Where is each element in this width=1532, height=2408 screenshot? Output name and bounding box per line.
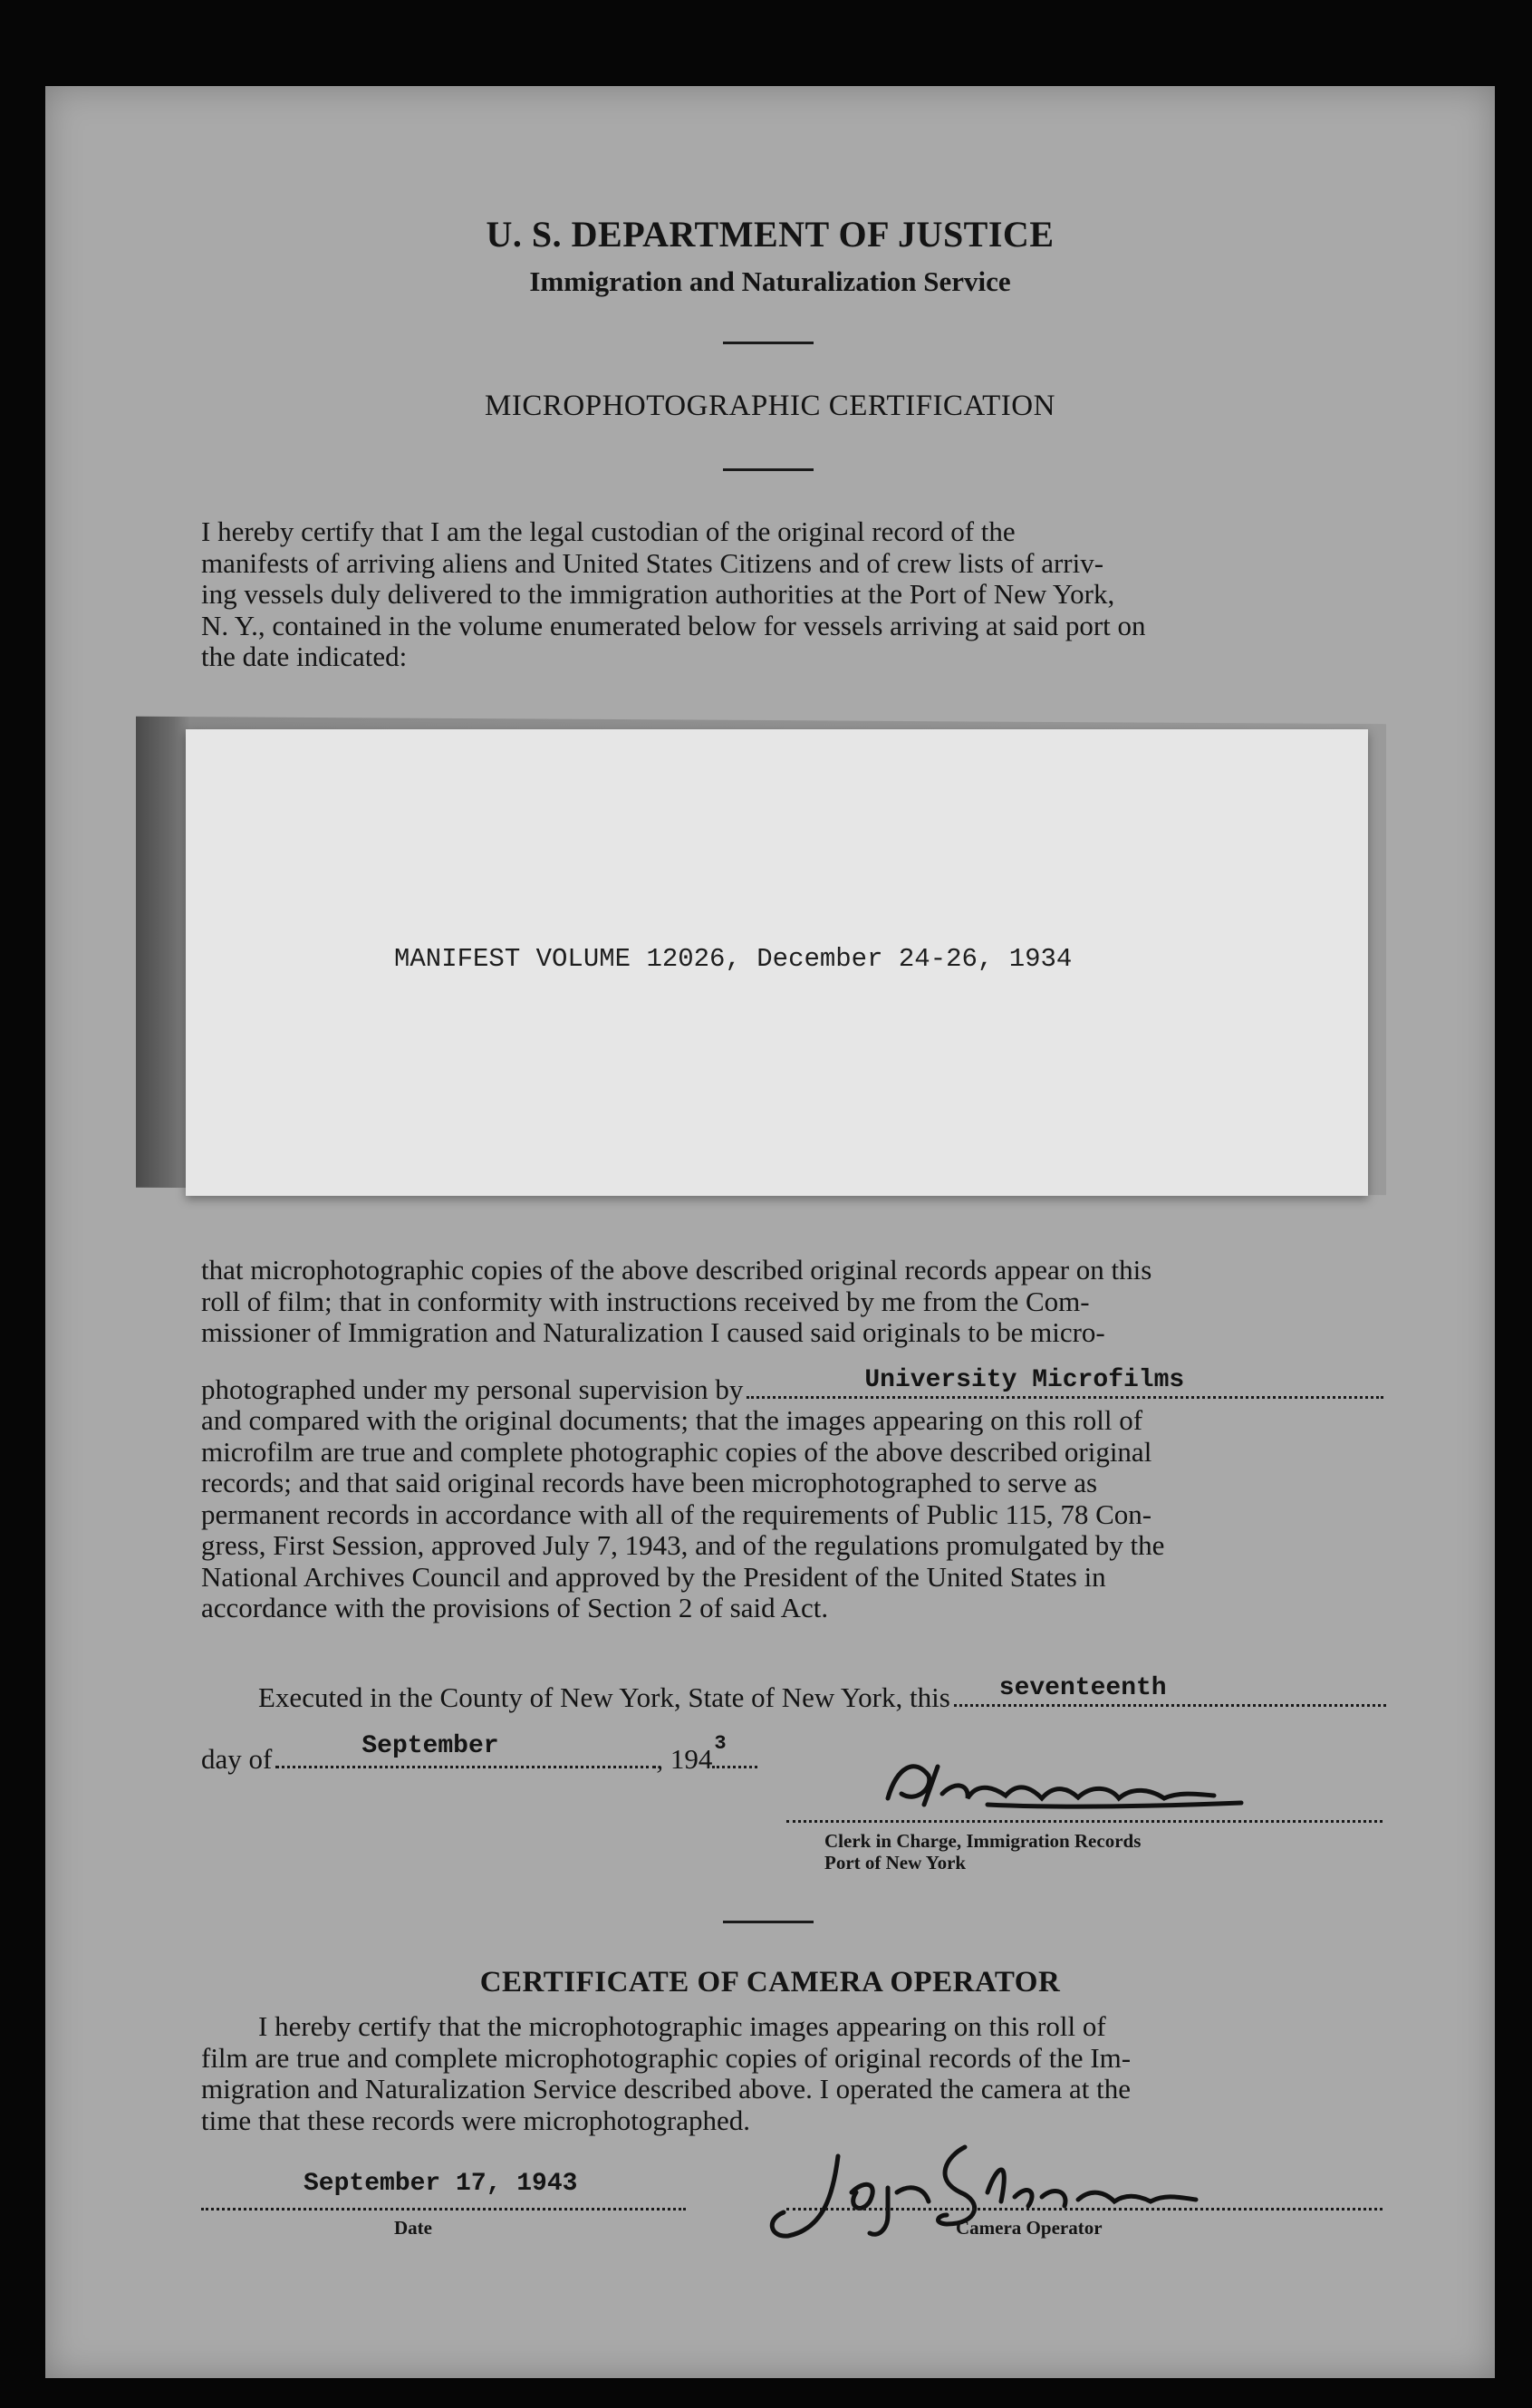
supervision-prefix: photographed under my personal supervision by (201, 1373, 744, 1405)
manifest-volume-text: MANIFEST VOLUME 12026, December 24-26, 1934 (394, 944, 1073, 974)
body-paragraph-a (201, 1255, 1383, 1349)
body-line: permanent records in accordance with all of the requirements of Public 115, 78 Con- (201, 1498, 1152, 1530)
certification-title: MICROPHOTOGRAPHIC CERTIFICATION (485, 390, 1055, 422)
body-line: missioner of Immigration and Naturalization I caused said originals to be micro- (201, 1316, 1105, 1348)
supervision-value: University Microfilms (864, 1366, 1185, 1394)
year-prefix: , 194 (656, 1743, 713, 1775)
date-label: Date (394, 2217, 432, 2239)
clerk-signature-line (786, 1818, 1383, 1823)
date-line (201, 2206, 686, 2211)
execution-line (258, 1674, 1386, 1714)
intro-paragraph (201, 516, 1383, 673)
body-line: accordance with the provisions of Section 2 of said Act. (201, 1592, 829, 1623)
certificate-sheet (45, 86, 1495, 2378)
operator-line (786, 2206, 1383, 2211)
day-of-label: day of (201, 1743, 273, 1775)
execution-day: seventeenth (998, 1674, 1167, 1702)
camera-line: I hereby certify that the microphotographic images appearing on this roll of (258, 2010, 1106, 2042)
body-line: and compared with the original documents; that the images appearing on this roll of (201, 1404, 1143, 1436)
intro-line: ing vessels duly delivered to the immigration authorities at the Port of New York, (201, 578, 1115, 610)
clerk-title-line: Port of New York (824, 1852, 967, 1873)
camera-line: migration and Naturalization Service described above. I operated the camera at the (201, 2073, 1131, 2105)
clerk-signature (861, 1748, 1314, 1821)
month-fill-line (275, 1732, 656, 1768)
body-paragraph-b (201, 1405, 1383, 1624)
body-line: gress, First Session, approved July 7, 1943, and of the regulations promulgated by the (201, 1529, 1165, 1561)
clerk-title-line: Clerk in Charge, Immigration Records (824, 1830, 1142, 1852)
body-line: records; and that said original records have been microphotographed to serve as (201, 1467, 1098, 1498)
intro-line: N. Y., contained in the volume enumerated below for vessels arriving at said port on (201, 609, 1146, 641)
intro-line: I hereby certify that I am the legal custodian of the original record of the (201, 515, 1016, 547)
body-line: National Archives Council and approved by the President of the United States in (201, 1560, 1106, 1593)
year-digit: 3 (714, 1732, 727, 1755)
camera-paragraph (201, 2011, 1383, 2136)
clerk-title (824, 1830, 1141, 1873)
supervision-fill-line (747, 1366, 1383, 1399)
camera-date-value: September 17, 1943 (304, 2170, 578, 2198)
service-subheading: Immigration and Naturalization Service (529, 265, 1011, 297)
camera-line: film are true and complete microphotographic copies of original records of the Im- (201, 2041, 1132, 2074)
body-line: that microphotographic copies of the above described original records appear on this (201, 1254, 1152, 1286)
year-fill-line (712, 1732, 757, 1768)
day-of-line (201, 1732, 835, 1776)
intro-line: the date indicated: (201, 641, 408, 672)
body-line: roll of film; that in conformity with instructions received by me from the Com- (201, 1285, 1090, 1317)
execution-fill-line (954, 1674, 1386, 1707)
supervision-line (201, 1366, 1383, 1406)
camera-line: time that these records were microphotographed. (201, 2104, 750, 2136)
execution-prefix: Executed in the County of New York, State of New York, this (258, 1681, 950, 1713)
divider-rule (723, 1921, 814, 1923)
camera-operator-label: Camera Operator (956, 2217, 1103, 2239)
camera-certificate-title: CERTIFICATE OF CAMERA OPERATOR (479, 1966, 1061, 1999)
intro-line: manifests of arriving aliens and United States Citizens and of crew lists of arriv- (201, 546, 1104, 579)
divider-rule (723, 342, 814, 344)
execution-month: September (361, 1732, 499, 1760)
department-heading: U. S. DEPARTMENT OF JUSTICE (486, 214, 1055, 255)
body-line: microfilm are true and complete photographic copies of the above described original (201, 1435, 1152, 1468)
divider-rule (723, 468, 814, 471)
